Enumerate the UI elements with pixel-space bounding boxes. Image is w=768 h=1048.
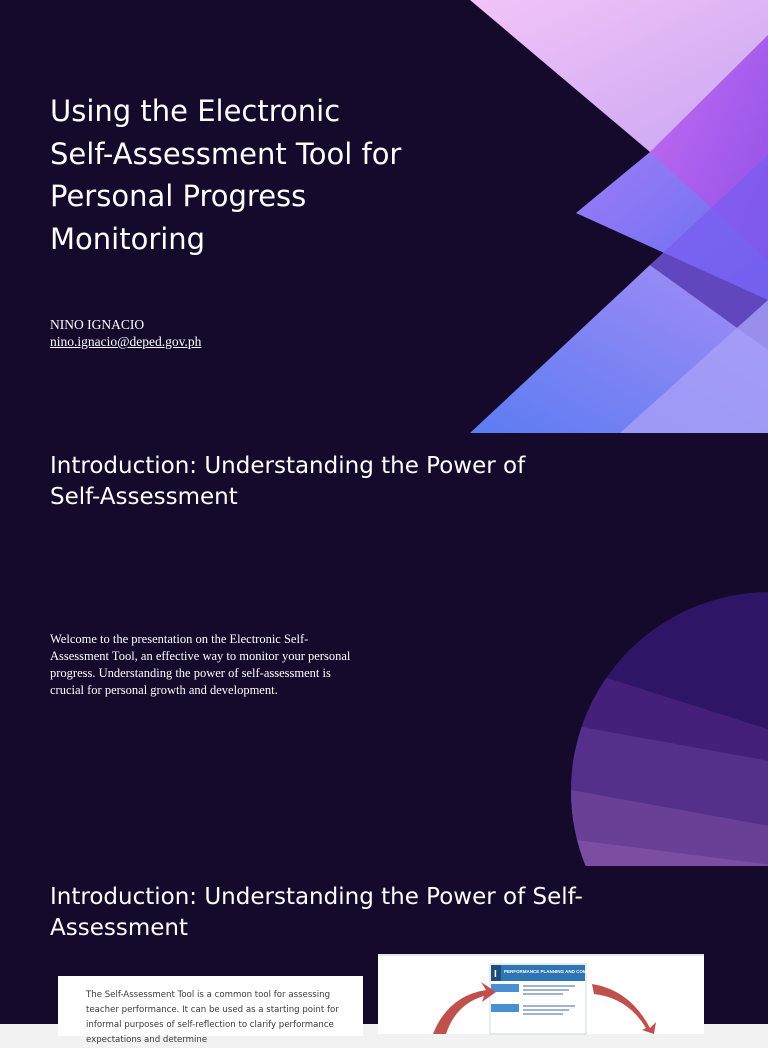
performance-cycle-diagram [378, 954, 704, 1034]
presentation-title: Using the Electronic Self-Assessment Tool for Personal Progress Monitoring [50, 94, 402, 256]
slide-title [0, 0, 768, 433]
author-email-link[interactable]: nino.ignacio@deped.gov.ph [50, 334, 202, 349]
slide-introduction-continued [0, 866, 768, 1045]
cycle-arrow-right [592, 984, 656, 1034]
cycle-arrow-left [433, 982, 496, 1034]
slide-heading: Introduction: Understanding the Power of Self-Assessment [50, 453, 526, 510]
excerpt-text: The Self-Assessment Tool is a common tool for assessing teacher performance. It can be used as a starting point for informal purposes of self-reflection to clarify performance expectations and determine [86, 990, 339, 1045]
phase-title: PERFORMANCE PLANNING AND COMMITMENT [504, 969, 608, 974]
slide-introduction [0, 433, 768, 866]
diagram-graphic [378, 954, 704, 1034]
author-block [50, 316, 201, 350]
phase-number: I [494, 969, 497, 980]
slide-heading: Introduction: Understanding the Power of Self- Assessment [50, 884, 583, 941]
slide-body-text: Welcome to the presentation on the Electronic Self-Assessment Tool, an effective way to monitor your personal progress. Understanding the power of self-assessment is crucial for personal growth and development. [50, 632, 351, 697]
decorative-circle [0, 433, 768, 866]
document-excerpt-image [58, 976, 363, 1045]
author-name: NINO IGNACIO [50, 317, 145, 332]
